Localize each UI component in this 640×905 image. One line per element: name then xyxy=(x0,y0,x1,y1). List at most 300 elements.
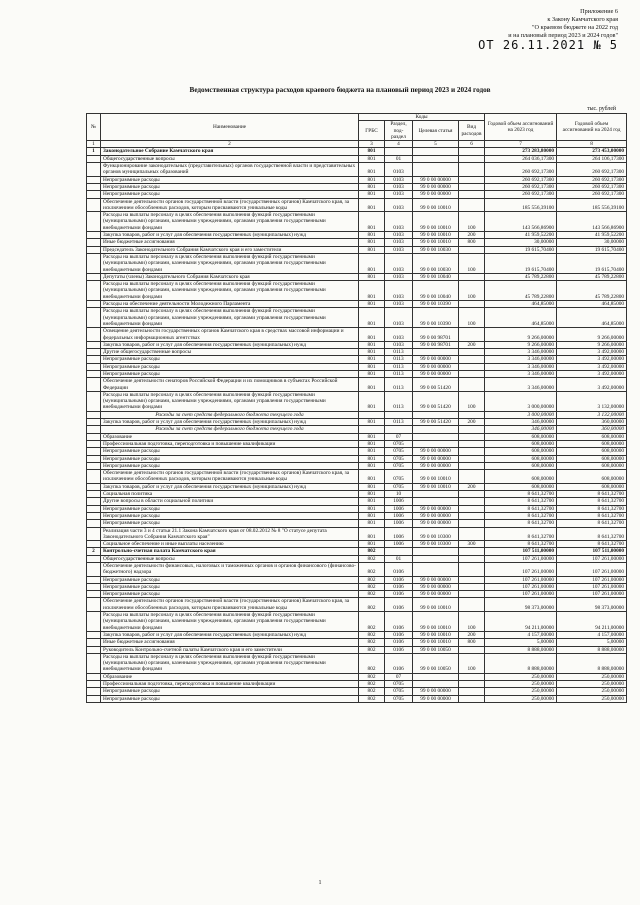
grbs-code: 801 xyxy=(359,470,385,484)
amount-2024: 8 641,32700 xyxy=(557,505,627,512)
amount-2024: 250,00000 xyxy=(557,681,627,688)
table-row xyxy=(87,520,627,527)
expense-type-code xyxy=(459,411,485,418)
table-row xyxy=(87,688,627,695)
table-row xyxy=(87,370,627,377)
table-row xyxy=(87,183,627,190)
row-number xyxy=(87,301,101,308)
amount-2023: 143 566,86900 xyxy=(485,212,557,232)
grbs-code: 802 xyxy=(359,563,385,577)
section-code: 0103 xyxy=(385,281,413,301)
expense-name: Непрограммные расходы xyxy=(101,363,359,370)
expense-name: Непрограммные расходы xyxy=(101,688,359,695)
row-number xyxy=(87,183,101,190)
section-code: 0106 xyxy=(385,639,413,646)
amount-2023: 608,00000 xyxy=(485,462,557,469)
amount-2023: 260 692,17300 xyxy=(485,191,557,198)
expense-name: Непрограммные расходы xyxy=(101,695,359,702)
table-row xyxy=(87,176,627,183)
amount-2024: 250,00000 xyxy=(557,688,627,695)
expense-type-code xyxy=(459,349,485,356)
expense-name: Руководитель Контрольно-счетной палаты Камчатского края и его заместители xyxy=(101,646,359,653)
row-number xyxy=(87,391,101,411)
section-code: 0113 xyxy=(385,349,413,356)
row-number xyxy=(87,426,101,433)
table-row xyxy=(87,548,627,555)
target-article-code: 99 0 00 00000 xyxy=(413,520,459,527)
section-code: 1006 xyxy=(385,505,413,512)
expense-name: Закупка товаров, работ и услуг для обеспечения государственных (муниципальных) нужд xyxy=(101,341,359,348)
expense-type-code xyxy=(459,378,485,392)
grbs-code: 801 xyxy=(359,491,385,498)
expense-type-code: 100 xyxy=(459,653,485,673)
expense-name: Непрограммные расходы xyxy=(101,576,359,583)
amount-2024: 273 453,00000 xyxy=(557,148,627,155)
expense-type-code xyxy=(459,563,485,577)
table-row xyxy=(87,419,627,426)
section-code: 0106 xyxy=(385,646,413,653)
amount-2023: 5,00000 xyxy=(485,639,557,646)
expense-type-code xyxy=(459,673,485,680)
expense-type-code xyxy=(459,470,485,484)
row-number xyxy=(87,411,101,418)
expense-name: Расходы на выплаты персоналу в целях обеспечения выполнения функций государственными (муниципальными) органами, казенными учреждениями, органами управления государственными внебюджетными фондами xyxy=(101,391,359,411)
section-code: 0103 xyxy=(385,183,413,190)
section-code xyxy=(385,548,413,555)
table-row xyxy=(87,148,627,155)
amount-2023: 3 346,00000 xyxy=(485,378,557,392)
amount-2023: 264 036,17300 xyxy=(485,155,557,162)
target-article-code: 99 0 00 10010 xyxy=(413,639,459,646)
row-number xyxy=(87,639,101,646)
grbs-code: 801 xyxy=(359,349,385,356)
expense-type-code xyxy=(459,555,485,562)
section-code: 0705 xyxy=(385,440,413,447)
section-code: 0705 xyxy=(385,695,413,702)
row-number xyxy=(87,246,101,253)
table-row xyxy=(87,505,627,512)
amount-2023: 45 789,22800 xyxy=(485,273,557,280)
unit-label: тыс. рублей xyxy=(587,106,616,112)
expense-name: Непрограммные расходы xyxy=(101,176,359,183)
amount-2023: 9 266,00000 xyxy=(485,341,557,348)
target-article-code xyxy=(413,673,459,680)
table-row xyxy=(87,273,627,280)
expense-type-code xyxy=(459,591,485,598)
row-number xyxy=(87,163,101,177)
target-article-code: 99 0 00 00000 xyxy=(413,462,459,469)
expense-type-code xyxy=(459,583,485,590)
expense-type-code xyxy=(459,548,485,555)
target-article-code: 99 0 00 10010 xyxy=(413,212,459,232)
amount-2024: 41 959,52200 xyxy=(557,232,627,239)
amount-2023: 8 641,32700 xyxy=(485,541,557,548)
expense-name: Непрограммные расходы xyxy=(101,191,359,198)
table-row xyxy=(87,512,627,519)
table-row xyxy=(87,378,627,392)
expense-type-code xyxy=(459,191,485,198)
amount-2023: 8 641,32700 xyxy=(485,505,557,512)
grbs-code: 801 xyxy=(359,301,385,308)
column-number: 2 xyxy=(101,141,359,148)
amount-2024: 608,00000 xyxy=(557,455,627,462)
amount-2024: 107 261,00000 xyxy=(557,563,627,577)
amount-2023: 273 283,80000 xyxy=(485,148,557,155)
target-article-code: 99 0 00 00000 xyxy=(413,448,459,455)
target-article-code: 99 0 00 00000 xyxy=(413,688,459,695)
amount-2024: 30,00000 xyxy=(557,239,627,246)
expense-type-code: 200 xyxy=(459,341,485,348)
target-article-code: 99 0 00 51420 xyxy=(413,378,459,392)
amount-2023: 9 266,00000 xyxy=(485,328,557,342)
row-number xyxy=(87,155,101,162)
grbs-code: 801 xyxy=(359,505,385,512)
target-article-code: 99 0 00 10010 xyxy=(413,483,459,490)
column-number: 8 xyxy=(557,141,627,148)
target-article-code: 99 0 00 10300 xyxy=(413,527,459,541)
row-number xyxy=(87,631,101,638)
grbs-code: 801 xyxy=(359,163,385,177)
target-article-code: 99 0 00 10030 xyxy=(413,246,459,253)
grbs-code: 801 xyxy=(359,512,385,519)
section-code: 07 xyxy=(385,433,413,440)
grbs-code: 801 xyxy=(359,356,385,363)
target-article-code xyxy=(413,163,459,177)
amount-2023: 185 556,39100 xyxy=(485,198,557,212)
amount-2023: 346,00000 xyxy=(485,426,557,433)
expense-name: Расходы на выплаты персоналу в целях обеспечения выполнения функций государственными (муниципальными) органами, казенными учреждениями, органами управления государственными внебюджетными фондами xyxy=(101,653,359,673)
amount-2023: 107 261,00000 xyxy=(485,563,557,577)
row-number xyxy=(87,341,101,348)
grbs-code: 802 xyxy=(359,695,385,702)
target-article-code: 99 0 00 10010 xyxy=(413,232,459,239)
grbs-code xyxy=(359,411,385,418)
section-code: 0106 xyxy=(385,631,413,638)
amount-2023: 608,00000 xyxy=(485,433,557,440)
grbs-code: 802 xyxy=(359,576,385,583)
target-article-code: 99 0 00 00000 xyxy=(413,455,459,462)
expense-type-code: 100 xyxy=(459,308,485,328)
header-line: "О краевом бюджете на 2022 год xyxy=(532,24,618,31)
table-row xyxy=(87,328,627,342)
expense-name: Обеспечение деятельности финансовых, налоговых и таможенных органов и органов финансового (финансово-бюджетного) надзора xyxy=(101,563,359,577)
section-code: 0106 xyxy=(385,591,413,598)
amount-2024: 8 888,00000 xyxy=(557,646,627,653)
section-code: 0103 xyxy=(385,191,413,198)
expense-name: Непрограммные расходы xyxy=(101,520,359,527)
table-row xyxy=(87,232,627,239)
column-header-2024: Годовой объем ассигнований на 2024 год xyxy=(557,114,627,141)
row-number xyxy=(87,653,101,673)
expense-type-code xyxy=(459,498,485,505)
amount-2024: 8 641,32700 xyxy=(557,498,627,505)
amount-2023: 3 346,00000 xyxy=(485,363,557,370)
column-number: 3 xyxy=(359,141,385,148)
row-number xyxy=(87,191,101,198)
amount-2024: 250,00000 xyxy=(557,695,627,702)
amount-2024: 3 492,00000 xyxy=(557,370,627,377)
expense-name: Непрограммные расходы xyxy=(101,462,359,469)
section-code xyxy=(385,148,413,155)
section-code: 07 xyxy=(385,673,413,680)
row-number xyxy=(87,281,101,301)
section-code: 1006 xyxy=(385,541,413,548)
target-article-code: 99 0 00 00000 xyxy=(413,370,459,377)
expense-type-code: 200 xyxy=(459,483,485,490)
expense-type-code: 200 xyxy=(459,631,485,638)
column-number: 5 xyxy=(413,141,459,148)
expense-name: Непрограммные расходы xyxy=(101,455,359,462)
expense-type-code xyxy=(459,176,485,183)
amount-2024: 608,00000 xyxy=(557,440,627,447)
grbs-code: 802 xyxy=(359,646,385,653)
row-number xyxy=(87,239,101,246)
table-row xyxy=(87,253,627,273)
row-number xyxy=(87,370,101,377)
row-number xyxy=(87,433,101,440)
grbs-code: 801 xyxy=(359,198,385,212)
target-article-code xyxy=(413,349,459,356)
row-number xyxy=(87,520,101,527)
expense-name: Другие общегосударственные вопросы xyxy=(101,349,359,356)
expense-type-code xyxy=(459,148,485,155)
grbs-code: 801 xyxy=(359,462,385,469)
table-row xyxy=(87,363,627,370)
amount-2023: 19 615,70400 xyxy=(485,246,557,253)
section-code: 0103 xyxy=(385,212,413,232)
column-header-codes: Коды xyxy=(359,114,485,121)
expense-name: Непрограммные расходы xyxy=(101,183,359,190)
row-number xyxy=(87,378,101,392)
expense-type-code xyxy=(459,688,485,695)
row-number xyxy=(87,363,101,370)
section-code: 01 xyxy=(385,555,413,562)
column-number: 4 xyxy=(385,141,413,148)
expense-type-code xyxy=(459,520,485,527)
target-article-code: 99 0 00 10390 xyxy=(413,308,459,328)
row-number xyxy=(87,273,101,280)
expense-type-code xyxy=(459,491,485,498)
table-row xyxy=(87,455,627,462)
expense-type-code: 800 xyxy=(459,639,485,646)
amount-2023: 260 692,17300 xyxy=(485,163,557,177)
target-article-code xyxy=(413,491,459,498)
amount-2023: 260 692,17300 xyxy=(485,176,557,183)
amount-2023: 3 346,00000 xyxy=(485,370,557,377)
amount-2023: 464,85000 xyxy=(485,301,557,308)
target-article-code: 99 0 00 00000 xyxy=(413,591,459,598)
section-code xyxy=(385,411,413,418)
amount-2023: 608,00000 xyxy=(485,470,557,484)
table-row xyxy=(87,163,627,177)
amount-2024: 250,00000 xyxy=(557,673,627,680)
row-number xyxy=(87,681,101,688)
expense-name: Профессиональная подготовка, переподготовка и повышение квалификации xyxy=(101,440,359,447)
expense-name: Расходы на выплаты персоналу в целях обеспечения выполнения функций государственными (муниципальными) органами, казенными учреждениями, органами управления государственными внебюджетными фондами xyxy=(101,253,359,273)
target-article-code: 99 0 00 00000 xyxy=(413,576,459,583)
amount-2023: 107 261,00000 xyxy=(485,591,557,598)
row-number: 1 xyxy=(87,148,101,155)
row-number xyxy=(87,349,101,356)
amount-2024: 8 641,32700 xyxy=(557,520,627,527)
amount-2023: 250,00000 xyxy=(485,673,557,680)
grbs-code: 801 xyxy=(359,308,385,328)
row-number xyxy=(87,448,101,455)
grbs-code: 802 xyxy=(359,612,385,632)
target-article-code: 99 0 00 98701 xyxy=(413,328,459,342)
expense-name: Иные бюджетные ассигнования xyxy=(101,239,359,246)
target-article-code: 99 0 00 00000 xyxy=(413,512,459,519)
amount-2024: 264 106,17300 xyxy=(557,155,627,162)
expense-type-code xyxy=(459,301,485,308)
target-article-code xyxy=(413,548,459,555)
amount-2023: 260 692,17300 xyxy=(485,183,557,190)
expense-name: Другие вопросы в области социальной политики xyxy=(101,498,359,505)
amount-2024: 3 492,00000 xyxy=(557,356,627,363)
amount-2023: 608,00000 xyxy=(485,483,557,490)
section-code: 0106 xyxy=(385,563,413,577)
table-row xyxy=(87,555,627,562)
amount-2023: 3 000,00000 xyxy=(485,411,557,418)
expense-name: Образование xyxy=(101,433,359,440)
row-number xyxy=(87,462,101,469)
expense-name: Закупка товаров, работ и услуг для обеспечения государственных (муниципальных) нужд xyxy=(101,631,359,638)
amount-2024: 45 789,22800 xyxy=(557,273,627,280)
target-article-code xyxy=(413,440,459,447)
expense-type-code: 200 xyxy=(459,419,485,426)
row-number xyxy=(87,483,101,490)
target-article-code: 99 0 00 10010 xyxy=(413,631,459,638)
table-row xyxy=(87,341,627,348)
section-code: 1006 xyxy=(385,498,413,505)
column-header-section: Раздел, под-раздел xyxy=(385,121,413,141)
table-row xyxy=(87,426,627,433)
row-number xyxy=(87,541,101,548)
target-article-code xyxy=(413,563,459,577)
grbs-code: 801 xyxy=(359,527,385,541)
target-article-code: 99 0 00 98701 xyxy=(413,341,459,348)
target-article-code xyxy=(413,426,459,433)
table-row xyxy=(87,591,627,598)
section-code: 0113 xyxy=(385,370,413,377)
expense-name: Расходы на обеспечение деятельности Молодежного Парламента xyxy=(101,301,359,308)
table-row xyxy=(87,356,627,363)
grbs-code: 802 xyxy=(359,688,385,695)
expense-type-code xyxy=(459,681,485,688)
row-number xyxy=(87,232,101,239)
table-row xyxy=(87,639,627,646)
amount-2023: 94 211,00000 xyxy=(485,612,557,632)
row-number xyxy=(87,555,101,562)
expense-type-code xyxy=(459,433,485,440)
target-article-code: 99 0 00 00000 xyxy=(413,176,459,183)
expense-name: Образование xyxy=(101,673,359,680)
amount-2023: 4 157,00000 xyxy=(485,631,557,638)
expense-name: Общегосударственные вопросы xyxy=(101,555,359,562)
amount-2023: 107 511,00000 xyxy=(485,548,557,555)
amount-2023: 250,00000 xyxy=(485,695,557,702)
grbs-code: 802 xyxy=(359,681,385,688)
row-number xyxy=(87,470,101,484)
section-code: 0103 xyxy=(385,341,413,348)
section-code: 0705 xyxy=(385,455,413,462)
table-row xyxy=(87,281,627,301)
expense-type-code: 100 xyxy=(459,212,485,232)
expense-type-code xyxy=(459,598,485,612)
expense-name: Социальная политика xyxy=(101,491,359,498)
grbs-code: 801 xyxy=(359,328,385,342)
expense-type-code xyxy=(459,328,485,342)
grbs-code: 802 xyxy=(359,591,385,598)
expense-type-code: 100 xyxy=(459,391,485,411)
section-code: 0103 xyxy=(385,163,413,177)
expense-name: Закупка товаров, работ и услуг для обеспечения государственных (муниципальных) нужд xyxy=(101,419,359,426)
section-code: 0103 xyxy=(385,176,413,183)
header-line: Приложение 6 xyxy=(580,8,618,15)
grbs-code: 801 xyxy=(359,419,385,426)
row-number xyxy=(87,563,101,577)
section-code: 0106 xyxy=(385,576,413,583)
grbs-code xyxy=(359,426,385,433)
column-header-vid: Вид расходов xyxy=(459,121,485,141)
expense-type-code xyxy=(459,505,485,512)
expense-type-code xyxy=(459,273,485,280)
section-code: 0106 xyxy=(385,653,413,673)
section-code: 0103 xyxy=(385,198,413,212)
table-row xyxy=(87,462,627,469)
grbs-code: 802 xyxy=(359,653,385,673)
grbs-code: 801 xyxy=(359,440,385,447)
amount-2024: 260 692,17300 xyxy=(557,183,627,190)
expense-name: Расходы за счет средств федерального бюджета текущего года xyxy=(101,411,359,418)
table-row xyxy=(87,576,627,583)
grbs-code: 801 xyxy=(359,341,385,348)
expense-name: Закупка товаров, работ и услуг для обеспечения государственных (муниципальных) нужд xyxy=(101,483,359,490)
grbs-code: 801 xyxy=(359,239,385,246)
amount-2023: 608,00000 xyxy=(485,455,557,462)
table-row xyxy=(87,391,627,411)
row-number xyxy=(87,176,101,183)
amount-2024: 8 641,32700 xyxy=(557,527,627,541)
row-number xyxy=(87,308,101,328)
expense-type-code xyxy=(459,246,485,253)
expense-type-code: 100 xyxy=(459,281,485,301)
column-header-name: Наименование xyxy=(101,114,359,141)
expense-type-code xyxy=(459,576,485,583)
expense-name: Непрограммные расходы xyxy=(101,583,359,590)
grbs-code: 801 xyxy=(359,176,385,183)
amount-2024: 4 157,00000 xyxy=(557,631,627,638)
target-article-code: 99 0 00 10010 xyxy=(413,470,459,484)
section-code: 0705 xyxy=(385,470,413,484)
table-row xyxy=(87,301,627,308)
row-number xyxy=(87,583,101,590)
amount-2024: 143 566,86900 xyxy=(557,212,627,232)
section-code: 0103 xyxy=(385,253,413,273)
grbs-code: 801 xyxy=(359,183,385,190)
expense-type-code xyxy=(459,527,485,541)
target-article-code: 99 0 00 00000 xyxy=(413,583,459,590)
amount-2023: 250,00000 xyxy=(485,688,557,695)
grbs-code: 801 xyxy=(359,148,385,155)
grbs-code: 801 xyxy=(359,378,385,392)
section-code: 0106 xyxy=(385,612,413,632)
row-number xyxy=(87,455,101,462)
amount-2024: 3 492,00000 xyxy=(557,349,627,356)
expense-type-code xyxy=(459,646,485,653)
expense-type-code xyxy=(459,455,485,462)
expense-name: Освещение деятельности государственных органов Камчатского края в средствах массовой информации и федеральных информационных агентствах xyxy=(101,328,359,342)
